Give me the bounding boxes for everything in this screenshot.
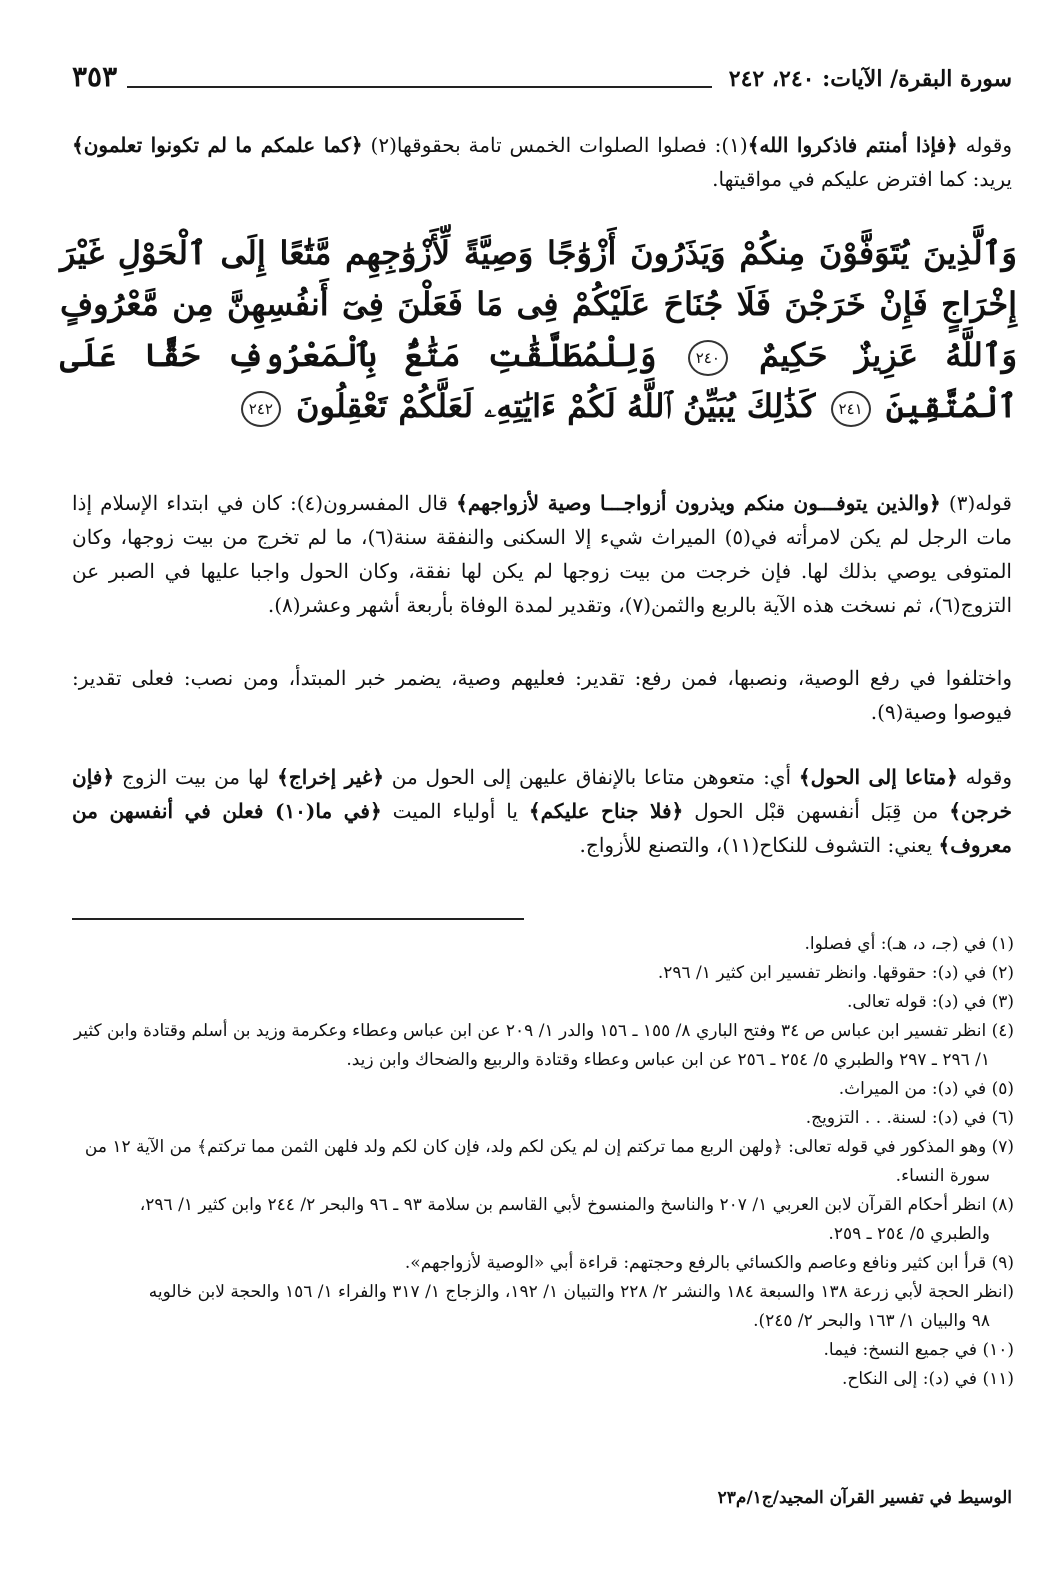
footnote-9: (٩) قرأ ابن كثير ونافع وعاصم والكسائي بالرفع وحجتهم: قراءة أبي «الوصية لأزواجهم». — [404, 1253, 1014, 1273]
verse-242: كَذَٰلِكَ يُبَيِّنُ ٱللَّهُ لَكُمْ ءَايَٰتِهِۦ لَعَلَّكُمْ تَعْقِلُونَ — [296, 387, 816, 425]
quran-verses — [60, 228, 1017, 432]
footnote-3: (٣) في (د): قوله تعالى. — [847, 992, 1014, 1012]
intro-text-1: وقوله — [957, 133, 1012, 157]
footnote-7: (٧) وهو المذكور في قوله تعالى: ﴿ولهن الربع مما تركتم إن لم يكن لكم ولد، فإن كان لكم ولد فلهن الثمن مما تركتم﴾ من الآية ١٢ من سورة النساء. — [60, 1133, 1014, 1191]
footnote-5: (٥) في (د): من الميراث. — [838, 1079, 1014, 1099]
footnote-1: (١) في (جـ، د، هـ): أي فصلوا. — [804, 934, 1014, 954]
running-header — [72, 60, 1012, 100]
p3-quote-1: ﴿متاعا إلى الحول﴾ — [798, 765, 958, 789]
p2-text: واختلفوا في رفع الوصية، ونصبها، فمن رفع: تقدير: فعليهم وصية، يضمر خبر المبتدأ، ومن نصب: فعلى تقدير: فيوصوا وصية(٩). — [72, 666, 1012, 724]
ayah-marker-242: ٢٤٢ — [241, 391, 281, 427]
commentary-paragraph-2 — [72, 661, 1012, 729]
verse-241: وَلِلْمُطَلَّقَٰتِ مَتَٰعٌۢ بِٱلْمَعْرُوفِ حَقًّا عَلَى ٱلْمُتَّقِينَ — [60, 336, 1017, 425]
footnote-separator — [72, 918, 524, 920]
page-number: ٣٥٣ — [72, 60, 118, 93]
footnotes-list — [60, 930, 1014, 1394]
intro-quote-2: ﴿كما علمكم ما لم تكونوا تعلمون﴾ — [72, 133, 363, 157]
p3-text-1: وقوله — [957, 765, 1012, 789]
commentary-paragraph-3 — [72, 760, 1012, 862]
header-rule — [127, 86, 712, 88]
intro-quote-1: ﴿فإذا أمنتم فاذكروا الله﴾ — [747, 133, 958, 157]
p3-quote-5: ﴿في ما(١٠) فعلن في أنفسهن من معروف﴾ — [72, 799, 1012, 857]
p3-quote-4: ﴿فلا جناح عليكم﴾ — [528, 799, 684, 823]
footnote-8-continuation: والطبري ٥/ ٢٥٤ ـ ٢٥٩. — [828, 1224, 990, 1244]
intro-paragraph — [72, 128, 1012, 196]
p3-quote-2: ﴿غير إخراج﴾ — [277, 765, 384, 789]
footnote-7-continuation: سورة النساء. — [895, 1166, 990, 1186]
p3-text-2: أي: متعوهن متاعا بالإنفاق عليهن إلى الحول من — [383, 765, 799, 789]
intro-text-2: (١): فصلوا الصلوات الخمس تامة بحقوقها(٢) — [362, 133, 748, 157]
p3-text-6: يعني: التشوف للنكاح(١١)، والتصنع للأزواج. — [579, 833, 939, 857]
header-title: سورة البقرة/ الآيات: ٢٤٠، ٢٤٢ — [728, 66, 1012, 92]
p3-text-5: يا أولياء الميت — [381, 799, 529, 823]
page-signature: الوسيط في تفسير القرآن المجيد/ج١/م٢٣ — [717, 1488, 1012, 1508]
verse-240: وَٱلَّذِينَ يُتَوَفَّوْنَ مِنكُمْ وَيَذَرُونَ أَزْوَٰجًا وَصِيَّةً لِّأَزْوَٰجِهِم مَّتَٰعًا إِلَى ٱلْحَوْلِ غَيْرَ إِخْرَاجٍ فَإِنْ خَرَجْنَ فَلَا جُنَاحَ عَلَيْكُمْ فِى مَا فَعَلْنَ فِىٓ أَنفُسِهِنَّ مِن مَّعْرُوفٍ وَٱللَّهُ عَزِيزٌ حَكِيمٌ — [60, 234, 1018, 374]
ayah-marker-240: ٢٤٠ — [688, 340, 728, 376]
footnote-10: (١٠) في جميع النسخ: فيما. — [823, 1340, 1014, 1360]
p3-text-4: من قِبَل أنفسهن قبْل الحول — [683, 799, 950, 823]
intro-text-3: يريد: كما افترض عليكم في مواقيتها. — [712, 167, 1012, 191]
footnote-9-references-continuation: ٩٨ والبيان ١/ ١٦٣ والبحر ٢/ ٢٤٥). — [753, 1311, 990, 1331]
p1-quote-1: ﴿والذين يتوفـــون منكم ويذرون أزواجـــا وصية لأزواجهم﴾ — [456, 491, 941, 515]
footnote-9-references: (انظر الحجة لأبي زرعة ١٣٨ والسبعة ١٨٤ والنشر ٢/ ٢٢٨ والتبيان ١/ ١٩٢، والزجاج ١/ ٣١٧ والفراء ١/ ١٥٦ والحجة لابن خالويه ٩٨ والبيان ١/ ١٦٣ والبحر ٢/ ٢٤٥). — [60, 1278, 1014, 1336]
footnote-8: (٨) انظر أحكام القرآن لابن العربي ١/ ٢٠٧ والناسخ والمنسوخ لأبي القاسم بن سلامة ٩٣ ـ ٩٦ والبحر ٢/ ٢٤٤ وابن كثير ١/ ٢٩٦، والطبري ٥/ ٢٥٤ ـ ٢٥٩. — [60, 1191, 1014, 1249]
p3-text-3: لها من بيت الزوج — [114, 765, 278, 789]
footnote-11: (١١) في (د): إلى النكاح. — [841, 1369, 1014, 1389]
footnote-2: (٢) في (د): حقوقها. وانظر تفسير ابن كثير ١/ ٢٩٦. — [657, 963, 1014, 983]
commentary-paragraph-1 — [72, 486, 1012, 622]
footnote-6: (٦) في (د): لسنة. . . التزويج. — [805, 1108, 1014, 1128]
p3-quote-3: ﴿فإن خرجن﴾ — [72, 765, 1013, 823]
p1-text-1: قوله(٣) — [940, 491, 1012, 515]
ayah-marker-241: ٢٤١ — [831, 391, 871, 427]
footnote-4-continuation: ١/ ٢٩٦ ـ ٢٩٧ والطبري ٥/ ٢٥٤ ـ ٢٥٦ عن ابن عباس وعطاء وقتادة والربيع والضحاك وابن زيد. — [346, 1050, 990, 1070]
footnote-4: (٤) انظر تفسير ابن عباس ص ٣٤ وفتح الباري ٨/ ١٥٥ ـ ١٥٦ والدر ١/ ٢٠٩ عن ابن عباس وعطاء وعكرمة وزيد بن أسلم وقتادة وابن كثير ١/ ٢٩٦ ـ ٢٩٧ والطبري ٥/ ٢٥٤ ـ ٢٥٦ عن ابن عباس وعطاء وقتادة والربيع والضحاك وابن زيد. — [60, 1017, 1014, 1075]
p1-text-2: قال المفسرون(٤): كان في ابتداء الإسلام إذا مات الرجل لم يكن لامرأته في(٥) الميراث شيء إلا السكنى والنفقة سنة(٦)، ما لم تخرج من بيت زوجها، وكان المتوفى يوصي بذلك لها. فإن خرجت من بيت زوجها لم يكن لها نفقة، وكان الحول واجبا عليها في الصبر عن التزوج(٦)، ثم نسخت هذه الآية بالربع والثمن(٧)، وتقدير لمدة الوفاة بأربعة أشهر وعشر(٨). — [72, 491, 1012, 617]
